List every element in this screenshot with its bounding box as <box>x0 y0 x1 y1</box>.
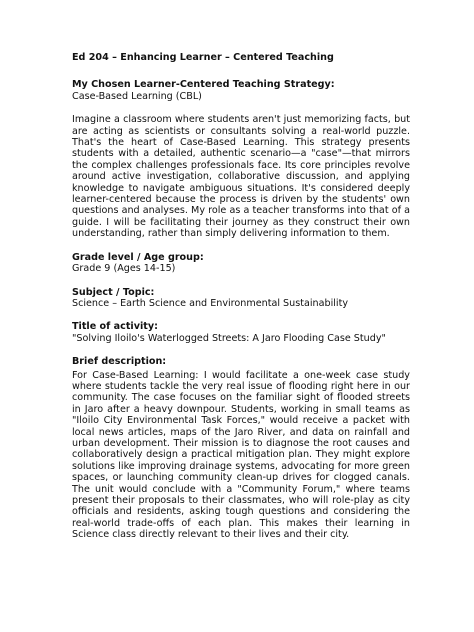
activity-heading: Title of activity: <box>72 321 158 333</box>
activity-value: "Solving Iloilo's Waterlogged Streets: A Jaro Flooding Case Study" <box>72 332 386 344</box>
intro-paragraph: Imagine a classroom where students aren't just memorizing facts, but are acting as scientists or consultants solving a real-world puzzle. That's the heart of Case-Based Learning. This strategy presents students with a detailed, authentic scenario—a "case"—that mirrors the complex challenges professionals face. Its core principles revolve around active investigation, collaborative discussion, and applying knowledge to navigate ambiguous situations. It's considered deeply learner-centered because the process is driven by the students' own questions and analyses. My role as a teacher transforms into that of a guide. I will be facilitating their journey as they construct their own understanding, rather than simply delivering information to them. <box>72 114 410 240</box>
description-heading: Brief description: <box>72 356 167 368</box>
grade-value: Grade 9 (Ages 14-15) <box>72 263 176 275</box>
strategy-value: Case-Based Learning (CBL) <box>72 90 202 102</box>
subject-heading: Subject / Topic: <box>72 286 155 298</box>
description-paragraph: For Case-Based Learning: I would facilitate a one-week case study where students tackle the very real issue of flooding right here in our community. The case focuses on the familiar sight of flooded streets in Jaro after a heavy downpour. Students, working in small teams as "Iloilo City Environmental Task Forces," would receive a packet with local news articles, maps of the Jaro River, and data on rainfall and urban development. Their mission is to diagnose the root causes and collaboratively design a practical mitigation plan. They might explore solutions like improving drainage systems, advocating for more green spaces, or launching community clean-up drives for clogged canals. The unit would conclude with a "Community Forum," where teams present their proposals to their classmates, who will role-play as city officials and residents, asking tough questions and considering the real-world trade-offs of each plan. This makes their learning in Science class directly relevant to their lives and their city. <box>72 369 410 541</box>
document-title: Ed 204 – Enhancing Learner – Centered Teaching <box>72 52 334 63</box>
subject-value: Science – Earth Science and Environmental Sustainability <box>72 297 349 309</box>
grade-heading: Grade level / Age group: <box>72 251 204 263</box>
strategy-heading: My Chosen Learner-Centered Teaching Strategy: <box>72 79 335 91</box>
document-page <box>72 52 410 553</box>
